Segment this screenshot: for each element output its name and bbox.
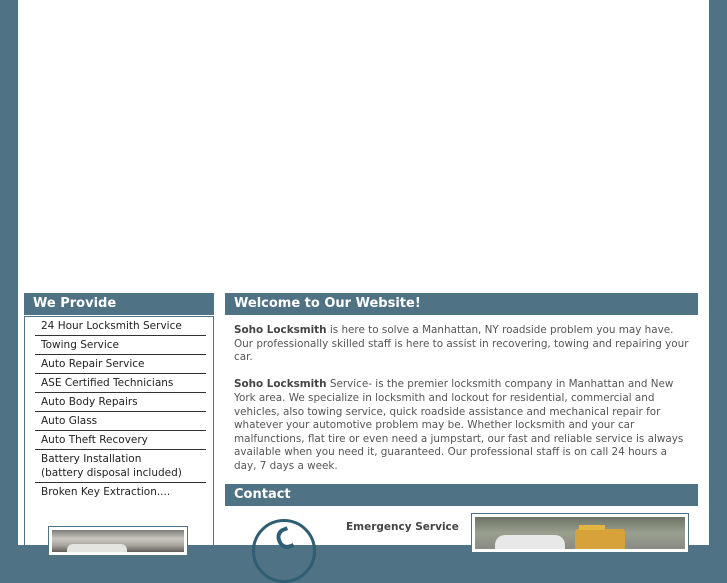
service-item-battery-sub: (battery disposal included) <box>41 467 182 479</box>
service-item-battery[interactable] <box>35 450 206 483</box>
page <box>18 0 709 545</box>
service-item-broken-key[interactable]: Broken Key Extraction.... <box>41 486 171 498</box>
garage-photo <box>48 526 188 556</box>
about-paragraph: Soho Locksmith Service- is the premier locksmith company in Manhattan and New York area. We specialize in locksmith and lockout for residential, commercial and vehicles, also towing service, quick roadside assistance and mechanical repair for whatever your automotive problem may be. Whether locksmith and your car malfunctions, flat tire or even need a jumpstart, our fast and reliable service is always available when you need it, guaranteed. Our professional staff is on call 24 hours a day, 7 days a week. <box>234 378 684 472</box>
main-content <box>225 293 698 533</box>
sidebar <box>24 293 214 545</box>
service-item-ase[interactable]: ASE Certified Technicians <box>35 374 206 393</box>
service-item-battery-label: Battery Installation <box>41 453 142 465</box>
welcome-body <box>225 315 698 474</box>
service-item-auto-repair[interactable]: Auto Repair Service <box>35 355 206 374</box>
contact-title: Contact <box>225 484 698 506</box>
service-list <box>35 317 206 501</box>
contact-row <box>225 513 698 553</box>
emergency-service-label: Emergency Service <box>346 521 459 533</box>
brand-name: Soho Locksmith <box>234 324 327 336</box>
sidebar-title: We Provide <box>24 293 214 315</box>
intro-paragraph: Soho Locksmith is here to solve a Manhattan, NY roadside problem you may have. Our professionally skilled staff is here to assist in recovering, towing and repairing your car. <box>234 324 689 364</box>
service-item-auto-glass[interactable]: Auto Glass <box>35 412 206 431</box>
service-item-towing[interactable]: Towing Service <box>35 336 206 355</box>
service-item-theft-recovery[interactable]: Auto Theft Recovery <box>35 431 206 450</box>
sidebar-box <box>24 316 214 545</box>
service-item-body-repairs[interactable]: Auto Body Repairs <box>35 393 206 412</box>
phone-icon <box>252 519 316 583</box>
tow-truck-photo <box>471 513 689 553</box>
hero-banner <box>18 0 709 285</box>
welcome-title: Welcome to Our Website! <box>225 293 698 315</box>
brand-name: Soho Locksmith <box>234 378 327 391</box>
service-item-locksmith[interactable]: 24 Hour Locksmith Service <box>35 317 206 336</box>
